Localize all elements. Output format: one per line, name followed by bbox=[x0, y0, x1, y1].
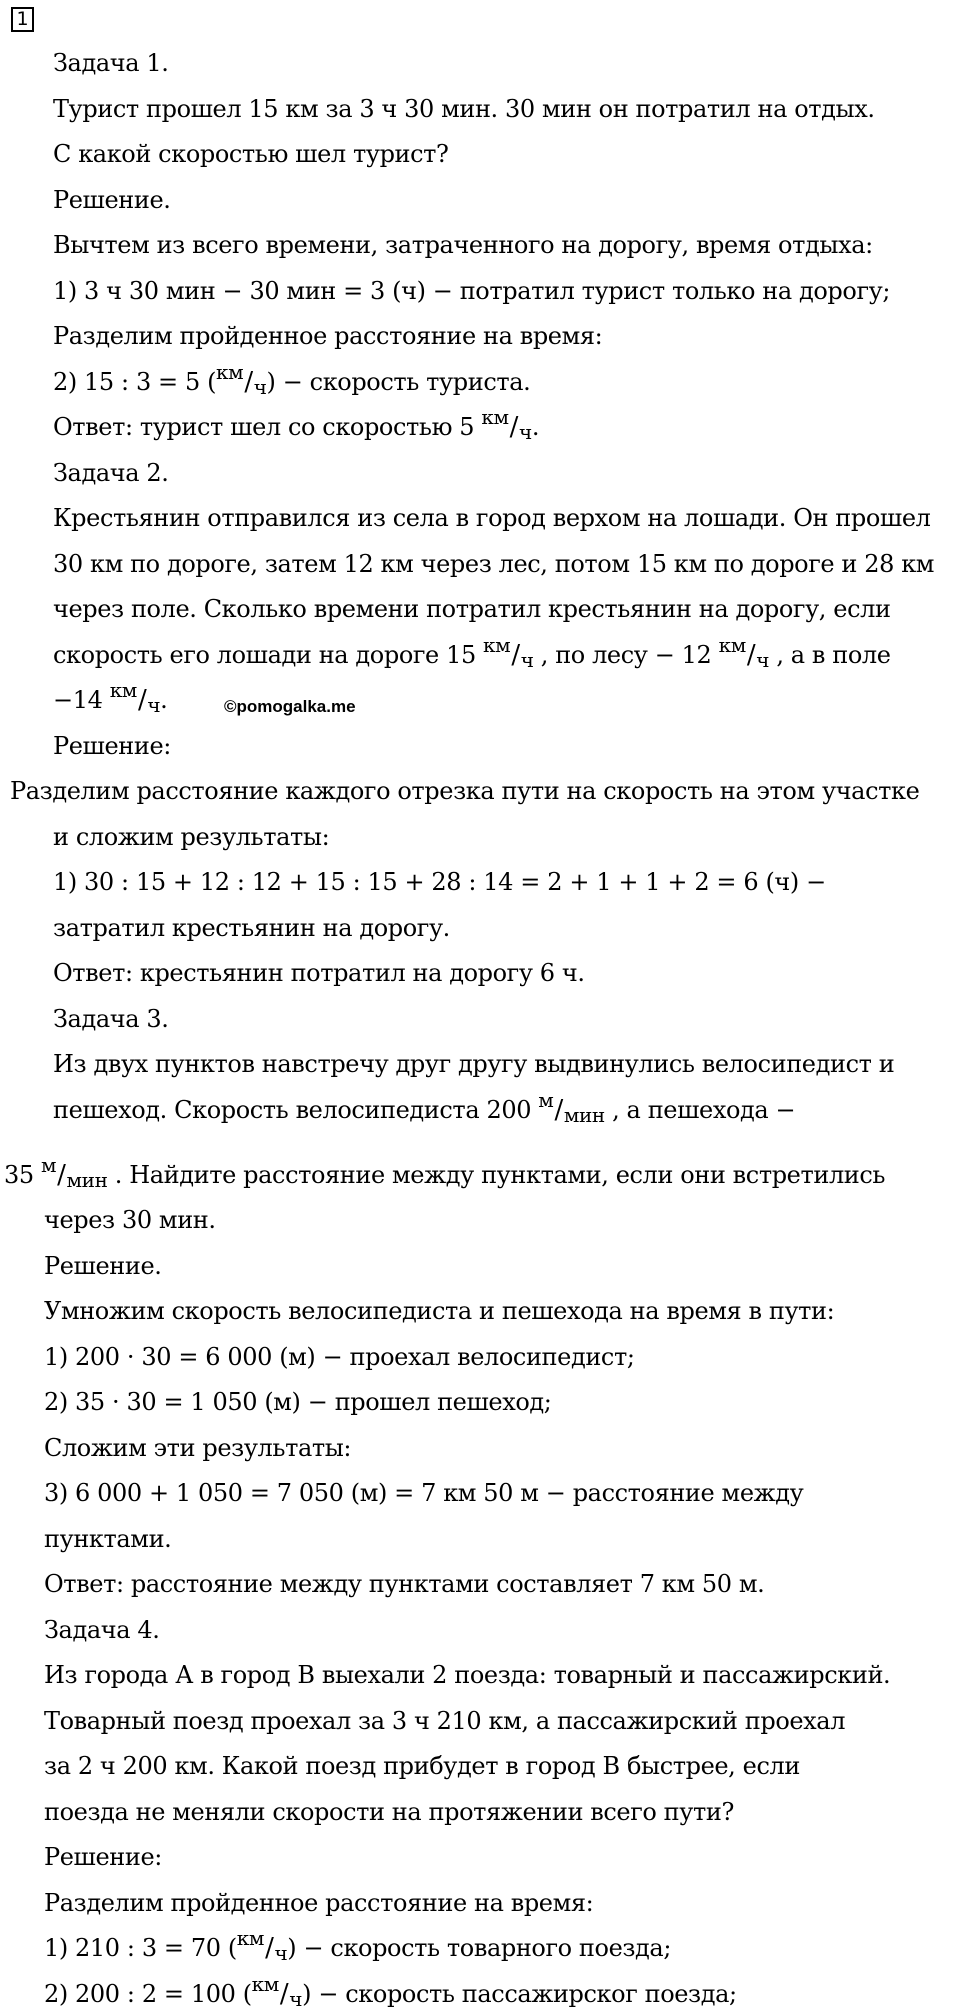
task2-solution-line: затратил крестьянин на дорогу. bbox=[53, 914, 450, 942]
text-segment: Ответ: турист шел со скоростью 5 bbox=[53, 413, 482, 441]
task3-solution-label: Решение. bbox=[44, 1252, 162, 1280]
task3-text-line: Из двух пунктов навстречу друг другу выдвинулись велосипедист и bbox=[53, 1050, 895, 1078]
task4-text-line: поезда не меняли скорости на протяжении всего пути? bbox=[44, 1798, 734, 1826]
task3-text-line bbox=[53, 1088, 796, 1127]
task1-text-line: Турист прошел 15 км за 3 ч 30 мин. 30 мин он потратил на отдых. bbox=[53, 95, 875, 123]
task1-heading: Задача 1. bbox=[53, 49, 169, 77]
task1-solution-line: Вычтем из всего времени, затраченного на дорогу, время отдыха: bbox=[53, 231, 873, 259]
unit-numerator: км bbox=[481, 405, 509, 429]
unit-numerator: км bbox=[109, 678, 137, 702]
task2-solution-line: 1) 30 : 15 + 12 : 12 + 15 : 15 + 28 : 14 = 2 + 1 + 1 + 2 = 6 (ч) − bbox=[53, 868, 826, 896]
text-segment: пешеход. Скорость велосипедиста 200 bbox=[53, 1096, 539, 1124]
task3-answer: Ответ: расстояние между пунктами составляет 7 км 50 м. bbox=[44, 1570, 765, 1598]
task4-solution-line bbox=[44, 1926, 672, 1965]
unit-numerator: м bbox=[538, 1088, 554, 1112]
unit-m-per-min bbox=[40, 1153, 108, 1192]
task1-solution-label: Решение. bbox=[53, 186, 171, 214]
text-segment: ) − скорость пассажирског поезда; bbox=[302, 1980, 737, 2008]
unit-numerator: км bbox=[251, 1972, 279, 1996]
unit-numerator: км bbox=[236, 1926, 265, 1950]
task2-solution-line: и сложим результаты: bbox=[53, 823, 330, 851]
task2-text-line: через поле. Сколько времени потратил крестьянин на дорогу, если bbox=[53, 595, 891, 623]
task4-text-line: Из города А в город В выехали 2 поезда: товарный и пассажирский. bbox=[44, 1661, 891, 1689]
task3-solution-line: пунктами. bbox=[44, 1525, 172, 1553]
task1-solution-line bbox=[53, 360, 531, 399]
unit-km-per-h bbox=[251, 1972, 303, 2011]
task3-solution-line: Умножим скорость велосипедиста и пешехода на время в пути: bbox=[44, 1297, 835, 1325]
task3-text-line bbox=[4, 1153, 886, 1192]
task3-text-line: через 30 мин. bbox=[44, 1206, 216, 1234]
task-number-box: 1 bbox=[11, 7, 34, 32]
task3-solution-line: Сложим эти результаты: bbox=[44, 1434, 352, 1462]
unit-km-per-h bbox=[236, 1926, 288, 1965]
task1-solution-line: 1) 3 ч 30 мин − 30 мин = 3 (ч) − потратил турист только на дорогу; bbox=[53, 277, 891, 305]
text-segment: . bbox=[531, 413, 540, 441]
task4-solution-line bbox=[44, 1972, 737, 2011]
unit-denominator: ч bbox=[289, 1987, 303, 2011]
unit-km-per-h bbox=[481, 405, 532, 444]
text-segment: 2) 15 : 3 = 5 ( bbox=[53, 368, 217, 396]
unit-numerator: м bbox=[40, 1153, 57, 1177]
task1-text-line: С какой скоростью шел турист? bbox=[53, 140, 449, 168]
unit-denominator: ч bbox=[756, 648, 770, 672]
unit-slash: / bbox=[265, 1933, 274, 1963]
text-segment: 1) 210 : 3 = 70 ( bbox=[44, 1934, 237, 1962]
unit-km-per-h bbox=[109, 678, 161, 717]
text-segment: . bbox=[160, 686, 168, 714]
task2-text-line: 30 км по дороге, затем 12 км через лес, потом 15 км по дороге и 28 км bbox=[53, 550, 935, 578]
text-segment: , а пешехода − bbox=[604, 1096, 796, 1124]
unit-slash: / bbox=[511, 640, 520, 670]
unit-denominator: мин bbox=[66, 1168, 108, 1192]
unit-denominator: ч bbox=[147, 693, 161, 717]
unit-denominator: ч bbox=[253, 375, 267, 399]
task4-solution-label: Решение: bbox=[44, 1843, 162, 1871]
text-segment: . Найдите расстояние между пунктами, если они встретились bbox=[107, 1161, 886, 1189]
unit-km-per-h bbox=[483, 633, 534, 672]
task2-text-line bbox=[53, 678, 168, 717]
task4-text-line: за 2 ч 200 км. Какой поезд прибудет в город В быстрее, если bbox=[44, 1752, 800, 1780]
unit-denominator: ч bbox=[274, 1941, 288, 1965]
task3-solution-line: 2) 35 · 30 = 1 050 (м) − прошел пешеход; bbox=[44, 1388, 552, 1416]
text-segment: , а в поле bbox=[769, 641, 891, 669]
task4-text-line: Товарный поезд проехал за 3 ч 210 км, а пассажирский проехал bbox=[44, 1707, 846, 1735]
unit-slash: / bbox=[57, 1160, 66, 1190]
unit-denominator: ч bbox=[520, 648, 534, 672]
task2-text-line: Крестьянин отправился из села в город верхом на лошади. Он прошел bbox=[53, 504, 931, 532]
task2-answer: Ответ: крестьянин потратил на дорогу 6 ч. bbox=[53, 959, 585, 987]
text-segment: ) − скорость туриста. bbox=[266, 368, 531, 396]
text-segment: 2) 200 : 2 = 100 ( bbox=[44, 1980, 252, 2008]
task2-solution-line: Разделим расстояние каждого отрезка пути на скорость на этом участке bbox=[10, 777, 920, 805]
task1-answer bbox=[53, 405, 540, 444]
unit-denominator: мин bbox=[563, 1103, 605, 1127]
unit-slash: / bbox=[244, 367, 253, 397]
task3-solution-line: 1) 200 · 30 = 6 000 (м) − проехал велосипедист; bbox=[44, 1343, 635, 1371]
task1-solution-line: Разделим пройденное расстояние на время: bbox=[53, 322, 603, 350]
unit-numerator: км bbox=[483, 633, 511, 657]
unit-km-per-h bbox=[718, 633, 770, 672]
task4-heading: Задача 4. bbox=[44, 1616, 160, 1644]
task2-heading: Задача 2. bbox=[53, 459, 169, 487]
text-segment: 35 bbox=[4, 1161, 41, 1189]
unit-numerator: км bbox=[718, 633, 746, 657]
task3-heading: Задача 3. bbox=[53, 1005, 169, 1033]
text-segment: ) − скорость товарного поезда; bbox=[287, 1934, 672, 1962]
task2-text-line bbox=[53, 633, 891, 672]
unit-slash: / bbox=[554, 1095, 563, 1125]
unit-slash: / bbox=[279, 1979, 289, 2009]
text-segment: , по лесу − 12 bbox=[533, 641, 719, 669]
unit-numerator: км bbox=[216, 360, 244, 384]
unit-slash: / bbox=[746, 640, 756, 670]
unit-km-per-h bbox=[216, 360, 267, 399]
task2-solution-label: Решение: bbox=[53, 732, 171, 760]
watermark: ©pomogalka.me bbox=[224, 697, 356, 716]
task4-solution-line: Разделим пройденное расстояние на время: bbox=[44, 1889, 594, 1917]
task3-solution-line: 3) 6 000 + 1 050 = 7 050 (м) = 7 км 50 м − расстояние между bbox=[44, 1479, 804, 1507]
unit-slash: / bbox=[137, 685, 147, 715]
text-segment: скорость его лошади на дороге 15 bbox=[53, 641, 484, 669]
unit-slash: / bbox=[509, 412, 519, 442]
unit-denominator: ч bbox=[519, 420, 532, 444]
text-segment: −14 bbox=[53, 686, 110, 714]
unit-m-per-min bbox=[538, 1088, 605, 1127]
